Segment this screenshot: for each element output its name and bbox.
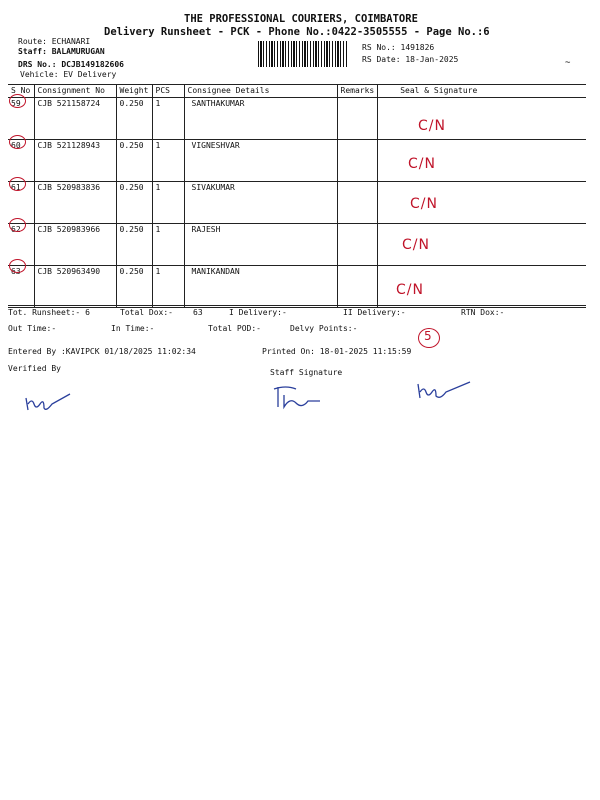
- company-title: THE PROFESSIONAL COURIERS, COIMBATORE: [184, 13, 418, 25]
- staff-label: Staff: BALAMURUGAN: [18, 47, 105, 56]
- row-sno: 59: [11, 99, 21, 108]
- col-pcs: PCS: [152, 85, 184, 98]
- handwritten-count: 5: [424, 329, 432, 343]
- drs-label: DRS No.: DCJB149182606: [18, 60, 124, 69]
- total-dox-value: 63: [193, 308, 203, 317]
- row-pcs: 1: [152, 140, 184, 182]
- sno-circle: [9, 94, 26, 108]
- row-consignment: CJB 520983966: [34, 224, 116, 266]
- rs-date: RS Date: 18-Jan-2025: [362, 55, 459, 64]
- col-consignment: Consignment No: [34, 85, 116, 98]
- row-pcs: 1: [152, 224, 184, 266]
- col-seal: Seal & Signature: [378, 85, 586, 98]
- table-row: [8, 98, 586, 140]
- ii-delivery: II Delivery:-: [343, 308, 406, 317]
- row-weight: 0.250: [116, 140, 152, 182]
- col-sno: S No: [8, 85, 34, 98]
- staff-signature-label: Staff Signature: [270, 368, 343, 377]
- row-consignee: VIGNESHVAR: [184, 140, 337, 182]
- table-row: [8, 224, 586, 266]
- delvy-points: Delvy Points:-: [290, 324, 358, 333]
- row-weight: 0.250: [116, 224, 152, 266]
- table-header-row: [8, 85, 586, 98]
- entered-by: Entered By :KAVIPCK 01/18/2025 11:02:34: [8, 347, 196, 356]
- tick-mark: ~: [565, 58, 571, 68]
- row-pcs: 1: [152, 98, 184, 140]
- in-time: In Time:-: [111, 324, 155, 333]
- row-remarks: [337, 266, 378, 308]
- summary-divider: [8, 305, 586, 306]
- handwritten-mark: C/N: [408, 156, 436, 172]
- table-row: [8, 266, 586, 308]
- row-remarks: [337, 140, 378, 182]
- col-weight: Weight: [116, 85, 152, 98]
- row-consignee: SANTHAKUMAR: [184, 98, 337, 140]
- row-sno: 63: [11, 267, 21, 276]
- handwritten-mark: C/N: [396, 282, 424, 298]
- printed-on: Printed On: 18-01-2025 11:15:59: [262, 347, 412, 356]
- row-seal: [378, 182, 586, 224]
- row-weight: 0.250: [116, 266, 152, 308]
- row-consignee: MANIKANDAN: [184, 266, 337, 308]
- rs-no: RS No.: 1491826: [362, 43, 435, 52]
- row-consignment: CJB 521158724: [34, 98, 116, 140]
- row-weight: 0.250: [116, 182, 152, 224]
- runsheet-table: [8, 84, 586, 308]
- row-seal: [378, 98, 586, 140]
- sno-circle: [9, 259, 26, 273]
- receiver-signature: [414, 380, 474, 402]
- vehicle-label: Vehicle: EV Delivery: [20, 70, 117, 79]
- rtn-dox: RTN Dox:-: [461, 308, 505, 317]
- barcode: [258, 41, 348, 67]
- sno-circle: [9, 218, 26, 232]
- total-dox-label: Total Dox:-: [120, 308, 173, 317]
- staff-signature: [272, 383, 324, 411]
- table-row: [8, 140, 586, 182]
- row-pcs: 1: [152, 266, 184, 308]
- handwritten-mark: C/N: [402, 237, 430, 253]
- route-label: Route: ECHANARI: [18, 37, 91, 46]
- i-delivery: I Delivery:-: [229, 308, 287, 317]
- row-sno: 62: [11, 225, 21, 234]
- row-pcs: 1: [152, 182, 184, 224]
- sno-circle: [9, 177, 26, 191]
- col-consignee: Consignee Details: [184, 85, 337, 98]
- row-consignee: SIVAKUMAR: [184, 182, 337, 224]
- row-consignment: CJB 521128943: [34, 140, 116, 182]
- row-consignee: RAJESH: [184, 224, 337, 266]
- sno-circle: [9, 135, 26, 149]
- row-consignment: CJB 520983836: [34, 182, 116, 224]
- row-remarks: [337, 182, 378, 224]
- col-remarks: Remarks: [337, 85, 378, 98]
- row-sno: 61: [11, 183, 21, 192]
- row-remarks: [337, 98, 378, 140]
- row-remarks: [337, 224, 378, 266]
- row-sno: 60: [11, 141, 21, 150]
- verifier-signature: [22, 390, 74, 416]
- tot-runsheet: Tot. Runsheet:- 6: [8, 308, 90, 317]
- row-weight: 0.250: [116, 98, 152, 140]
- row-consignment: CJB 520963490: [34, 266, 116, 308]
- verified-by: Verified By: [8, 364, 61, 373]
- handwritten-mark: C/N: [418, 118, 446, 134]
- table-row: [8, 182, 586, 224]
- handwritten-mark: C/N: [410, 196, 438, 212]
- runsheet-subtitle: Delivery Runsheet - PCK - Phone No.:0422-3505555 - Page No.:6: [104, 26, 490, 38]
- total-pod: Total POD:-: [208, 324, 261, 333]
- out-time: Out Time:-: [8, 324, 57, 333]
